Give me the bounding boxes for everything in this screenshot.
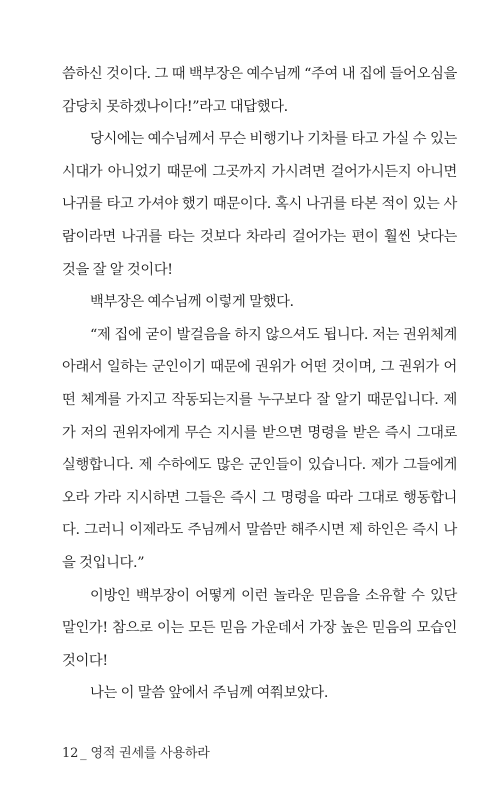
page-footer xyxy=(62,744,210,764)
book-title: 영적 권세를 사용하라 xyxy=(90,746,210,761)
paragraph-6: 나는 이 말씀 앞에서 주님께 여쭤보았다. xyxy=(90,685,329,702)
body-text xyxy=(62,58,457,710)
footer-separator: _ xyxy=(80,746,87,761)
paragraph-5: 이방인 백부장이 어떻게 이런 놀라운 믿음을 소유할 수 있단 말인가! 참으로 이는 모든 믿음 가운데서 가장 높은 믿음의 모습인 것이다! xyxy=(62,587,457,669)
paragraph-4: “제 집에 굳이 발걸음을 하지 않으셔도 됩니다. 저는 권위체계 아래서 일하는 군인이기 때문에 권위가 어떤 것이며, 그 권위가 어떤 체계를 가지고 작동되는지를 누구보다 잘 알기 때문입니다. 제가 저의 권위자에게 무슨 지시를 받으면 명령을 받은 즉시 그대로 실행합니다. 제 수하에도 많은 군인들이 있습니다. 제가 그들에게 오라 가라 지시하면 그들은 즉시 그 명령을 따라 그대로 행동합니다. 그러니 이제라도 주님께서 말씀만 해주시면 제 하인은 즉시 나을 것입니다.” xyxy=(62,326,457,571)
paragraph-3: 백부장은 예수님께 이렇게 말했다. xyxy=(90,294,294,311)
paragraph-2: 당시에는 예수님께서 무슨 비행기나 기차를 타고 가실 수 있는 시대가 아니었기 때문에 그곳까지 가시려면 걸어가시든지 아니면 나귀를 타고 가셔야 했기 때문이다. 혹시 나귀를 타본 적이 있는 사람이라면 나귀를 타는 것보다 차라리 걸어가는 편이 훨씬 낫다는 것을 잘 알 것이다! xyxy=(62,131,457,278)
page-number: 12 xyxy=(62,746,79,761)
paragraph-1: 씀하신 것이다. 그 때 백부장은 예수님께 “주여 내 집에 들어오심을 감당치 못하겠나이다!”라고 대답했다. xyxy=(62,66,457,115)
